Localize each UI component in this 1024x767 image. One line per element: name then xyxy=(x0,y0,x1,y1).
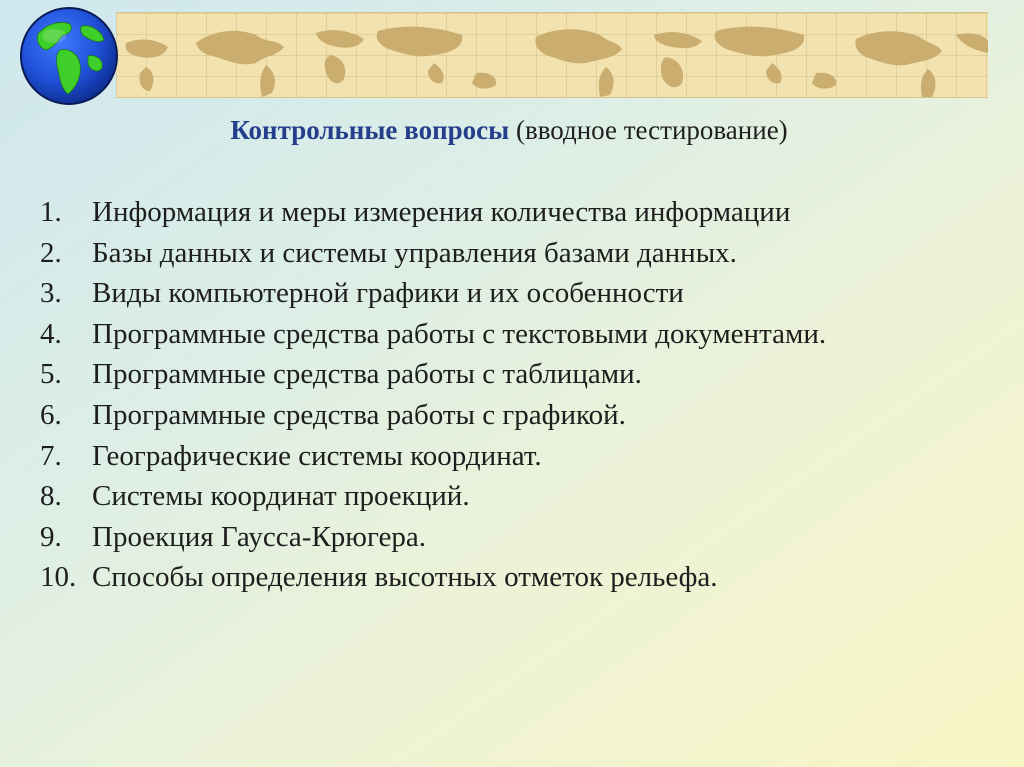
list-item-number: 4. xyxy=(40,317,62,350)
list-item-text: Способы определения высотных отметок рельефа. xyxy=(92,561,718,594)
list-item-number: 5. xyxy=(40,358,62,391)
list-item-number: 10. xyxy=(40,561,77,594)
title-subtitle: (вводное тестирование) xyxy=(515,115,788,145)
list-item xyxy=(40,354,826,395)
list-item-number: 8. xyxy=(40,480,62,513)
list-item-number: 7. xyxy=(40,439,62,472)
list-item xyxy=(40,557,826,598)
list-item xyxy=(40,233,826,274)
list-item-number: 1. xyxy=(40,196,62,228)
list-item-text: Программные средства работы с текстовыми документами. xyxy=(92,317,827,350)
list-item xyxy=(40,273,826,314)
list-item-number: 6. xyxy=(40,398,62,431)
list-item-text: Географические системы координат. xyxy=(92,439,542,472)
slide-title xyxy=(0,113,1024,147)
title-emphasis: Контрольные вопросы xyxy=(230,115,510,145)
globe-icon xyxy=(16,4,122,108)
list-item-text: Виды компьютерной графики и их особенности xyxy=(92,277,684,310)
list-item-text: Базы данных и системы управления базами данных. xyxy=(92,236,737,269)
list-item xyxy=(40,436,826,477)
list-item xyxy=(40,395,826,436)
list-item xyxy=(40,192,826,233)
list-item-text: Программные средства работы с графикой. xyxy=(92,398,626,431)
question-list xyxy=(40,192,826,598)
list-item-text: Системы координат проекций. xyxy=(92,480,470,513)
list-item xyxy=(40,314,826,355)
world-map-banner-icon xyxy=(116,12,988,98)
list-item-text: Программные средства работы с таблицами. xyxy=(92,358,642,391)
list-item-text: Информация и меры измерения количества информации xyxy=(92,196,791,228)
list-item xyxy=(40,517,826,558)
list-item-number: 3. xyxy=(40,277,62,310)
list-item-number: 2. xyxy=(40,236,62,269)
list-item-number: 9. xyxy=(40,520,62,553)
list-item xyxy=(40,476,826,517)
list-item-text: Проекция Гаусса-Крюгера. xyxy=(92,520,426,553)
